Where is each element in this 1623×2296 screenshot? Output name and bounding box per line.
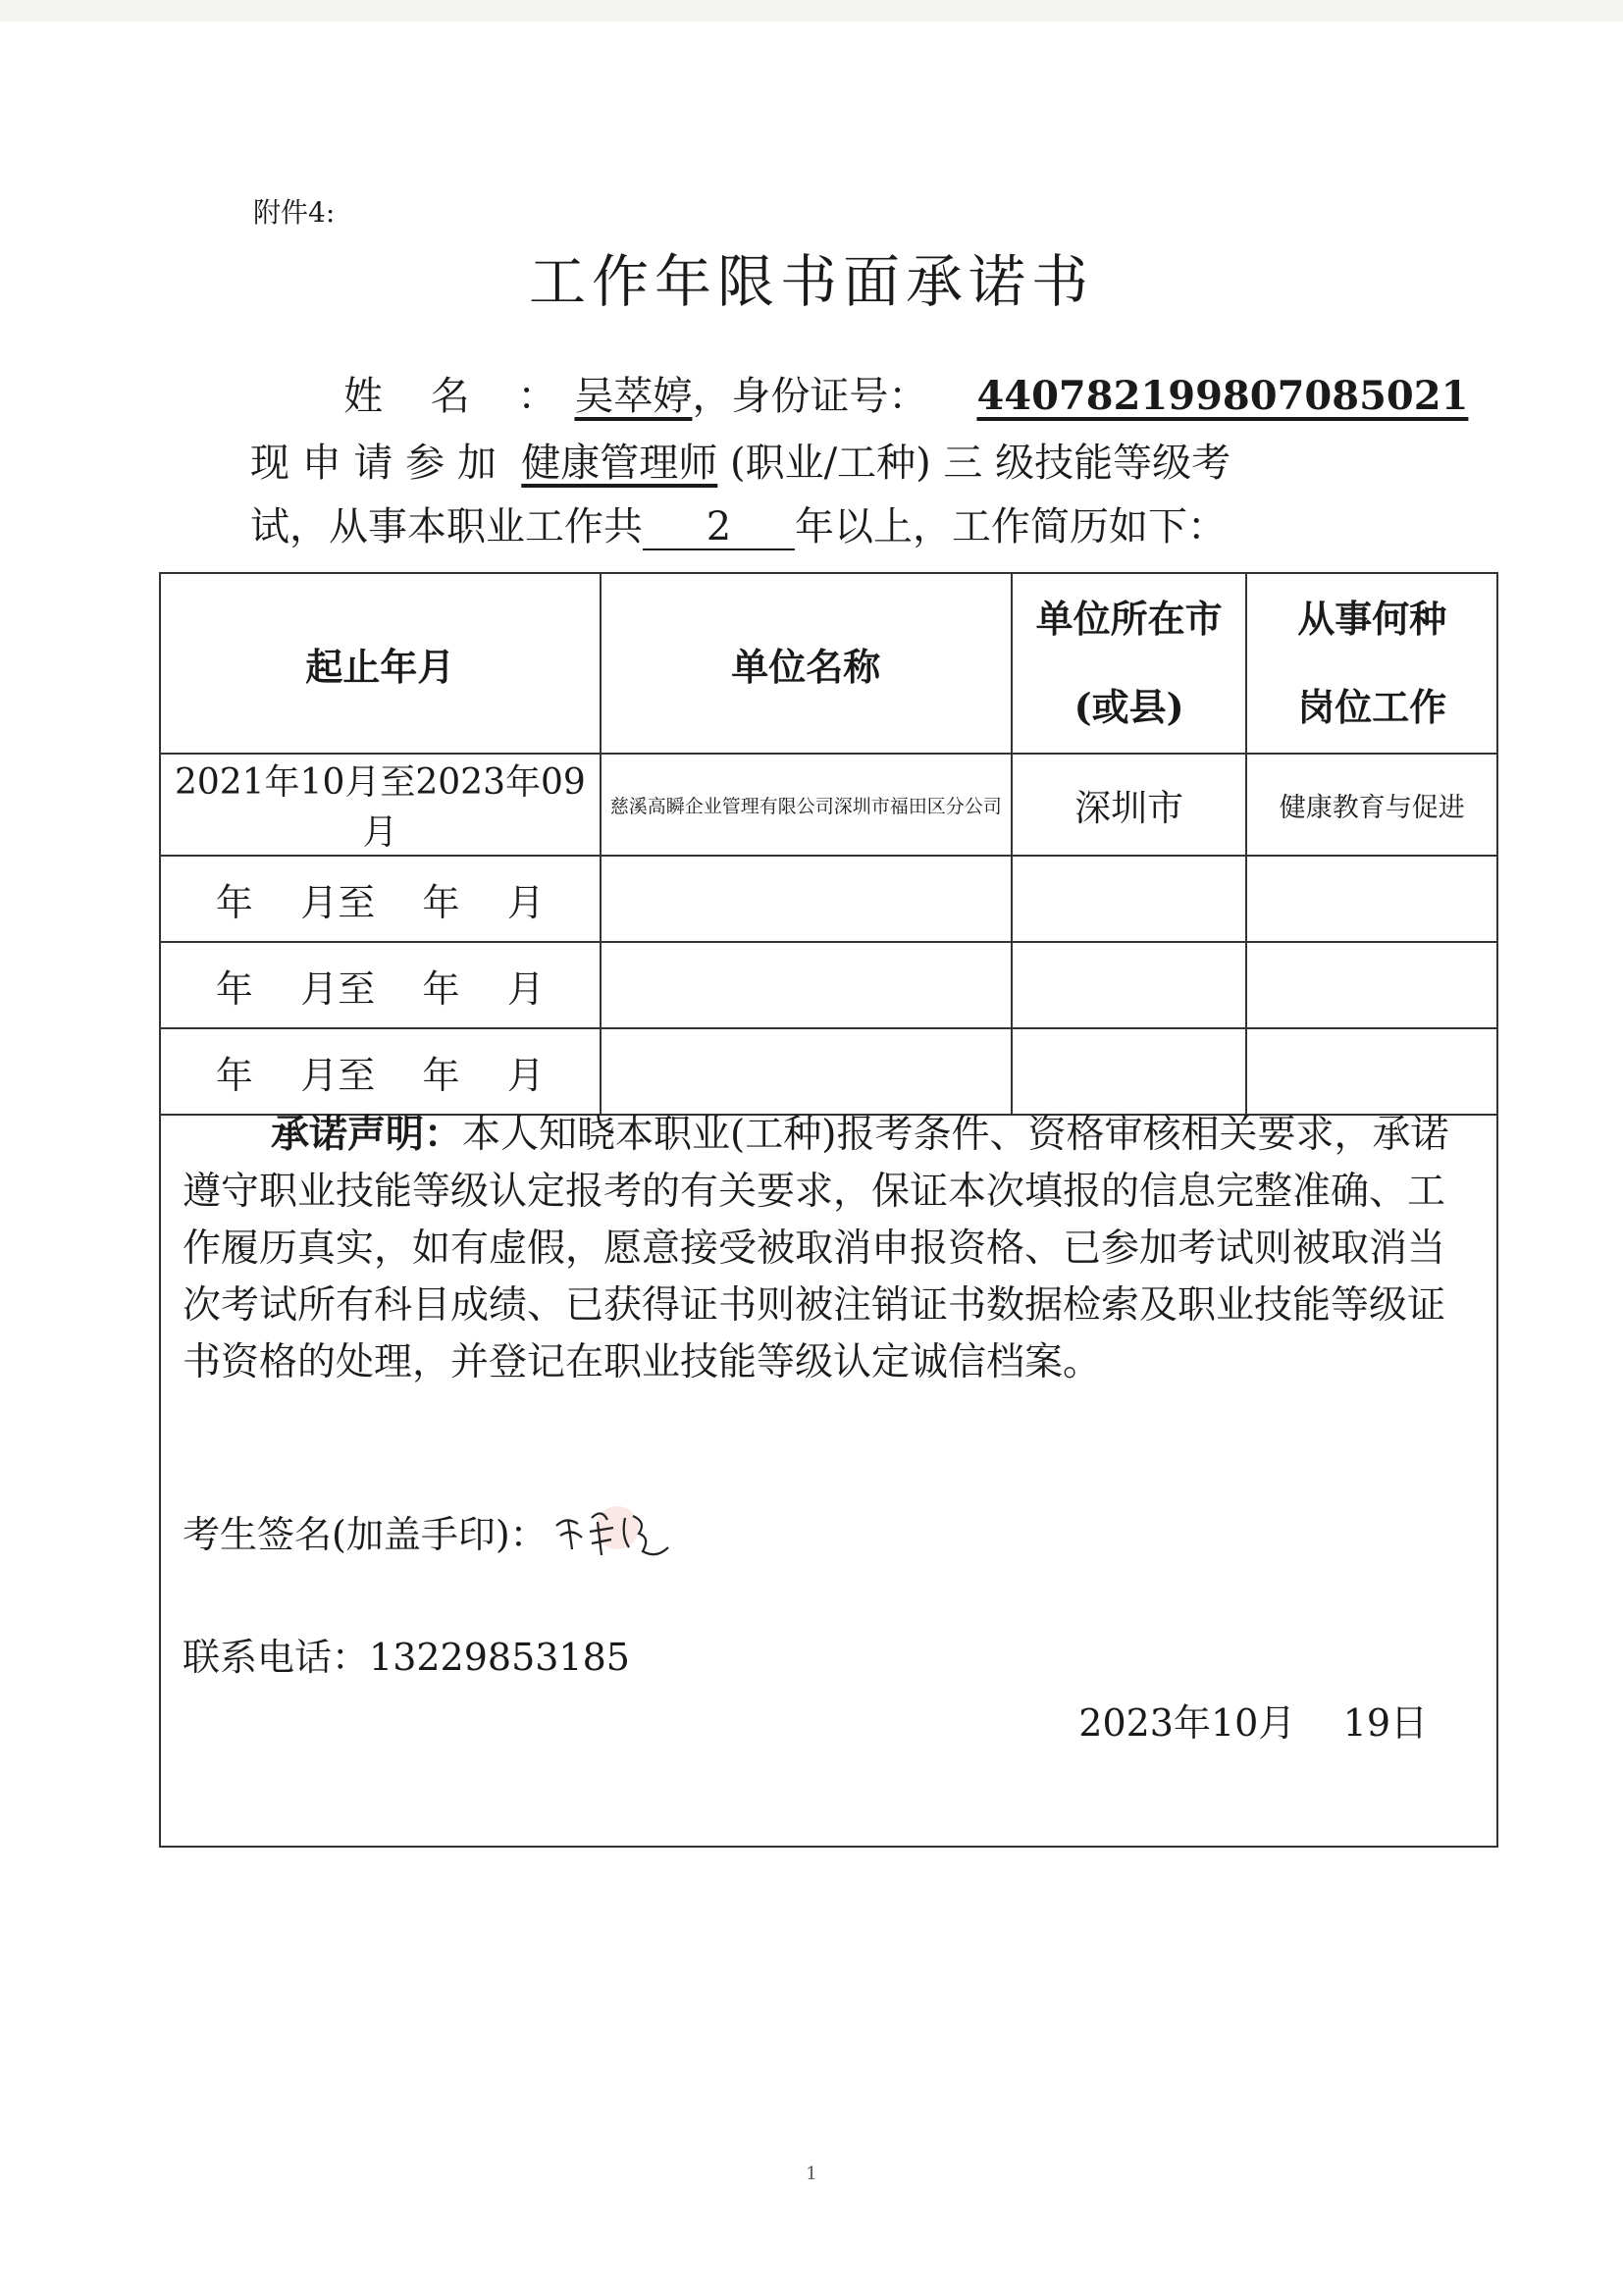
handwritten-signature [549, 1498, 676, 1571]
header-post-line2: 岗位工作 [1297, 685, 1447, 729]
header-unit: 单位名称 [601, 573, 1012, 754]
id-number: 440782199807085021 [976, 373, 1469, 419]
apply-prefix: 现 申 请 参 加 [250, 441, 497, 486]
promise-text: 本人知晓本职业(工种)报考条件、资格审核相关要求，承诺遵守职业技能等级认定报考的有关要求，保证本次填报的信息完整准确、工作履历真实，如有虚假，愿意接受被取消申报资格、已参加考试则被取消当次考试所有科目成绩、已获得证书则被注销证书数据检索及职业技能等级证书资格的处理，并登记在职业技能等级认定诚信档案。 [183, 1113, 1449, 1384]
row-city [1012, 856, 1247, 942]
years-prefix: 试，从事本职业工作共 [250, 504, 643, 549]
promise-label: 承诺声明： [271, 1112, 463, 1157]
row-period: 年 月至 年 月 [160, 856, 601, 942]
apply-line [250, 432, 1230, 488]
header-post [1246, 573, 1497, 754]
row-period: 年 月至 年 月 [160, 942, 601, 1028]
row-post [1246, 856, 1497, 942]
phone-number: 13229853185 [369, 1636, 630, 1679]
header-city-line1: 单位所在市 [1035, 597, 1223, 641]
header-city [1012, 573, 1247, 754]
apply-middle: (职业/工种) 三 级技能等级考 [730, 441, 1231, 486]
table-row [160, 942, 1497, 1028]
promise-section [159, 1092, 1498, 1848]
row-post [1246, 942, 1497, 1028]
row-period: 2021年10月至2023年09月 [160, 754, 601, 856]
applicant-name: 吴萃婷 [574, 374, 693, 419]
applicant-line [343, 365, 1468, 421]
page-number: 1 [806, 2164, 817, 2184]
table-header-row [160, 573, 1497, 754]
attachment-label: 附件4: [253, 196, 336, 229]
sign-date: 2023年10月 19日 [1078, 1701, 1428, 1745]
table-row [160, 856, 1497, 942]
row-post: 健康教育与促进 [1246, 754, 1497, 856]
header-post-line1: 从事何种 [1297, 597, 1447, 641]
row-city: 深圳市 [1012, 754, 1247, 856]
id-label: ，身份证号： [692, 374, 928, 419]
row-city [1012, 942, 1247, 1028]
occupation: 健康管理师 [521, 441, 718, 486]
table-row [160, 754, 1497, 856]
row-unit [601, 856, 1012, 942]
years-line [250, 496, 1227, 551]
sign-label: 考生签名(加盖手印)： [183, 1513, 548, 1556]
header-period: 起止年月 [160, 573, 601, 754]
phone-label: 联系电话： [183, 1636, 370, 1679]
signature-line [183, 1504, 548, 1558]
work-history-table [159, 572, 1498, 1116]
header-city-line2: (或县) [1073, 685, 1184, 729]
years-suffix: 年以上，工作简历如下： [795, 504, 1227, 549]
document-title: 工作年限书面承诺书 [528, 248, 1094, 315]
row-unit [601, 942, 1012, 1028]
row-period: 年 月至 年 月 [160, 1028, 601, 1115]
name-label: 姓 名 ： [343, 374, 575, 419]
scan-edge [0, 0, 1623, 22]
years-value: 2 [643, 505, 795, 550]
phone-line [183, 1627, 630, 1681]
promise-statement [183, 1106, 1458, 1391]
row-unit: 慈溪高瞬企业管理有限公司深圳市福田区分公司 [601, 754, 1012, 856]
